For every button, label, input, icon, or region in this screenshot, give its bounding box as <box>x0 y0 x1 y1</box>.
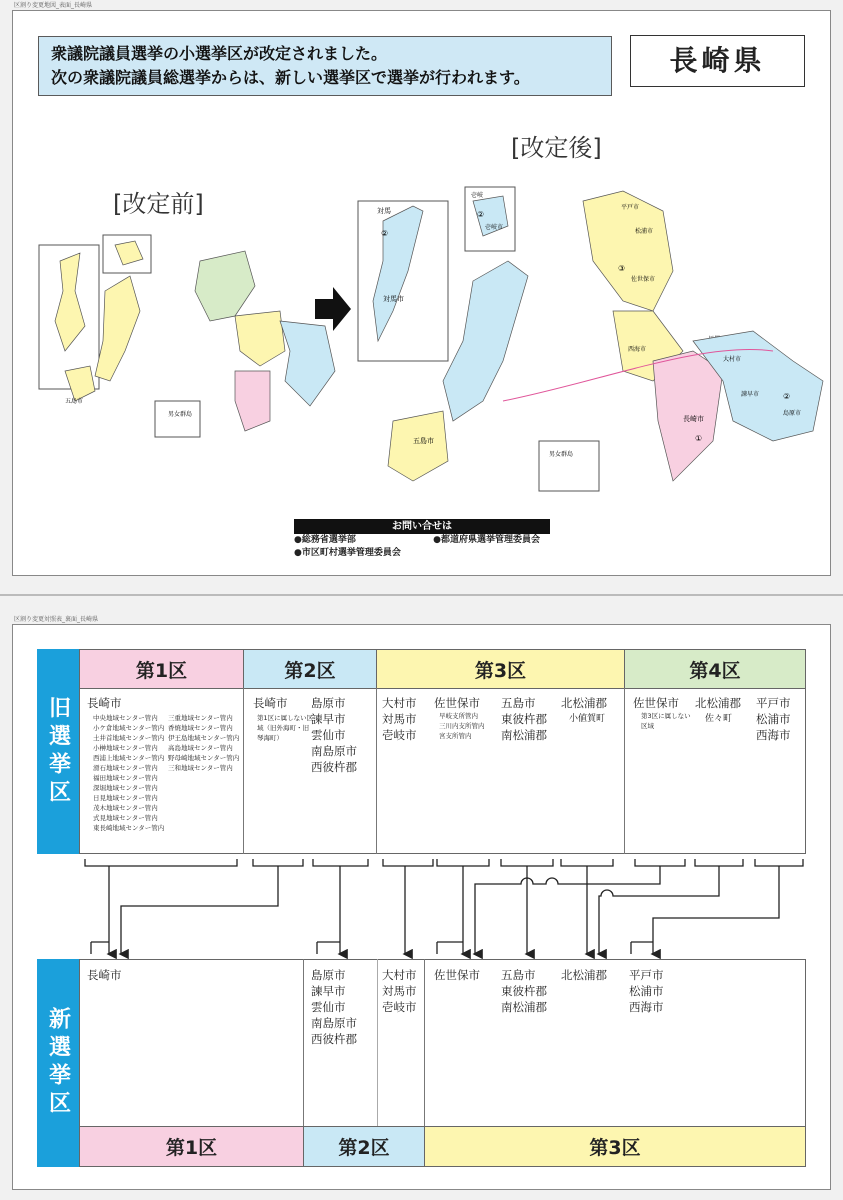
after-map-label-sasebo: 佐世保市 <box>631 276 656 283</box>
new-district-3-footer: 第3区 <box>424 1126 806 1167</box>
old-d3-kitamatsuura: 北松浦郡 <box>561 696 607 710</box>
list-item: 早岐支所管内 <box>439 712 478 720</box>
list-item: 島原市 <box>311 968 346 982</box>
list-item: 北松浦郡 <box>561 968 607 982</box>
contact-item-mic: ●総務省選挙部 <box>294 535 356 545</box>
list-item: 対馬市 <box>382 984 417 998</box>
new-d2-list-a <box>311 967 357 1047</box>
list-item: 伊王島地域センター管内 <box>168 734 240 742</box>
new-d3-list-a <box>434 967 480 983</box>
list-item: 福田地域センター管内 <box>93 774 158 782</box>
before-map-label-goto: 五島市 <box>65 398 84 405</box>
old-d1-city: 長崎市 <box>87 696 122 710</box>
old-district-4-header: 第4区 <box>624 649 806 689</box>
before-map-label-danjo: 男女群島 <box>168 411 193 418</box>
list-item: 三和地域センター管内 <box>168 764 233 772</box>
after-map-label-saikai: 西海市 <box>628 346 647 353</box>
list-item: 日見地域センター管内 <box>93 794 158 802</box>
page-back <box>12 624 831 1190</box>
list-item: 南島原市 <box>311 1016 357 1030</box>
list-item: 南松浦郡 <box>501 728 547 742</box>
divider <box>377 959 378 1127</box>
list-item: 雲仙市 <box>311 1000 346 1014</box>
list-item: 壱岐市 <box>382 728 417 742</box>
list-item: 三重地域センター管内 <box>168 714 233 722</box>
list-item: 野母崎地域センター管内 <box>168 754 240 762</box>
old-d2-note: 第1区に属しない区域（旧外海町・旧琴海町） <box>257 714 314 742</box>
list-item: 東彼杵郡 <box>501 984 547 998</box>
contact-box <box>294 519 550 560</box>
after-label: [改定後] <box>511 134 602 162</box>
list-item: 香焼地域センター管内 <box>168 724 233 732</box>
list-item: 高島地域センター管内 <box>168 744 233 752</box>
new-d3-list-b <box>501 967 547 1015</box>
old-d4-kitamatsuura: 北松浦郡 <box>695 696 741 710</box>
notice-line-2: 次の衆議院議員総選挙からは、新しい選挙区で選挙が行われます。 <box>51 68 530 87</box>
list-item: 大村市 <box>382 696 417 710</box>
contact-item-prefecture: ●都道府県選挙管理委員会 <box>433 535 540 545</box>
notice-box <box>38 36 612 96</box>
mapping-arrows <box>13 854 832 960</box>
old-district-3-header: 第3区 <box>376 649 625 689</box>
list-item: 西海市 <box>756 728 791 742</box>
list-item: 宮支所管内 <box>439 732 472 740</box>
page1-header-label: 区割り変更地図_表面_長崎県 <box>14 2 93 9</box>
new-d2-list-b <box>382 967 417 1015</box>
old-d4-sasebo: 佐世保市 <box>633 696 679 710</box>
after-map-label-three: ③ <box>618 264 626 273</box>
old-district-2-header: 第2区 <box>243 649 377 689</box>
divider <box>424 959 425 1127</box>
divider <box>376 688 377 854</box>
list-item: 小ケ倉地域センター管内 <box>93 724 165 732</box>
list-item: 深堀地域センター管内 <box>93 784 158 792</box>
after-map-label-goto: 五島市 <box>413 437 434 445</box>
new-district-label: 新選挙区 <box>37 959 79 1167</box>
old-district-1-header: 第1区 <box>79 649 244 689</box>
divider <box>243 688 244 854</box>
list-item: 南松浦郡 <box>501 1000 547 1014</box>
old-d4-list-c <box>756 695 791 743</box>
before-label: [改定前] <box>113 190 204 218</box>
old-d1-areas-a <box>93 713 164 833</box>
contact-title: お問い合せは <box>294 519 550 534</box>
list-item: 茂木地域センター管内 <box>93 804 158 812</box>
old-d3-sasebo: 佐世保市 <box>434 696 480 710</box>
new-district-1-footer: 第1区 <box>79 1126 304 1167</box>
old-d3-sasebo-note <box>439 711 485 741</box>
list-item: 小榊地域センター管内 <box>93 744 158 752</box>
list-item: 東彼杵郡 <box>501 712 547 726</box>
list-item: 島原市 <box>311 696 346 710</box>
after-map-label-one: ① <box>695 434 703 443</box>
list-item: 西彼杵郡 <box>311 760 357 774</box>
list-item: 西浦上地域センター管内 <box>93 754 165 762</box>
after-map-label-isahaya: 諫早市 <box>741 391 760 398</box>
after-map-label-tsushima-short: 対馬 <box>377 207 391 215</box>
new-district-2-footer: 第2区 <box>303 1126 425 1167</box>
list-item: 滑石地域センター管内 <box>93 764 158 772</box>
list-item: 壱岐市 <box>382 1000 417 1014</box>
list-item: 南島原市 <box>311 744 357 758</box>
list-item: 長崎市 <box>87 968 122 982</box>
list-item: 松浦市 <box>629 984 664 998</box>
old-d3-list-c <box>501 695 547 743</box>
old-d4-sazacho: 佐々町 <box>705 714 733 724</box>
list-item: 式見地域センター管内 <box>93 814 158 822</box>
after-map-label-iki: 壱岐市 <box>485 224 504 231</box>
after-map-label-omura: 大村市 <box>723 356 742 363</box>
after-map <box>353 181 831 511</box>
list-item: 雲仙市 <box>311 728 346 742</box>
page2-header-label: 区割り変更対照表_裏面_長崎県 <box>14 616 99 623</box>
after-map-label-hirado: 平戸市 <box>621 204 640 211</box>
after-map-label-two-a: ② <box>381 229 389 238</box>
list-item: 西彼杵郡 <box>311 1032 357 1046</box>
list-item: 西海市 <box>629 1000 664 1014</box>
after-map-label-tsushima: 対馬市 <box>383 295 404 303</box>
list-item: 土井首地域センター管内 <box>93 734 165 742</box>
old-d4-sasebo-note: 第3区に属しない区域 <box>641 712 691 730</box>
list-item: 松浦市 <box>756 712 791 726</box>
after-map-label-danjo: 男女群島 <box>549 451 574 458</box>
page-front <box>12 10 831 576</box>
list-item: 平戸市 <box>756 696 791 710</box>
new-d1-list <box>87 967 122 983</box>
after-map-label-two-c: ② <box>783 392 791 401</box>
old-district-label: 旧選挙区 <box>37 649 79 854</box>
after-map-label-shimabara: 島原市 <box>783 410 802 417</box>
after-map-label-iki-short: 壱岐 <box>471 192 484 199</box>
old-d1-areas-b <box>168 713 239 773</box>
after-map-label-matsuura: 松浦市 <box>635 228 654 235</box>
list-item: 諫早市 <box>311 984 346 998</box>
divider <box>303 959 304 1127</box>
list-item: 東長崎地域センター管内 <box>93 824 165 832</box>
list-item: 五島市 <box>501 968 536 982</box>
list-item: 対馬市 <box>382 712 417 726</box>
old-d3-ojika: 小値賀町 <box>569 714 606 724</box>
divider <box>624 688 625 854</box>
list-item: 三川内支所管内 <box>439 722 485 730</box>
page-divider <box>0 594 843 596</box>
list-item: 大村市 <box>382 968 417 982</box>
notice-line-1: 衆議院議員選挙の小選挙区が改定されました。 <box>51 44 388 63</box>
old-d3-list-a <box>382 695 417 743</box>
list-item: 佐世保市 <box>434 968 480 982</box>
new-district-table <box>79 959 806 1127</box>
list-item: 五島市 <box>501 696 536 710</box>
new-d3-list-c <box>561 967 607 983</box>
new-d3-list-d <box>629 967 664 1015</box>
prefecture-title: 長崎県 <box>630 35 805 87</box>
contact-item-municipal: ●市区町村選挙管理委員会 <box>294 548 401 558</box>
old-d2-city: 長崎市 <box>253 696 288 710</box>
list-item: 平戸市 <box>629 968 664 982</box>
change-arrow-icon <box>315 287 351 331</box>
old-d2-list <box>311 695 357 775</box>
after-map-label-two-b: ② <box>477 210 485 219</box>
list-item: 中央地域センター管内 <box>93 714 158 722</box>
after-map-label-nagasaki: 長崎市 <box>683 415 704 423</box>
list-item: 諫早市 <box>311 712 346 726</box>
